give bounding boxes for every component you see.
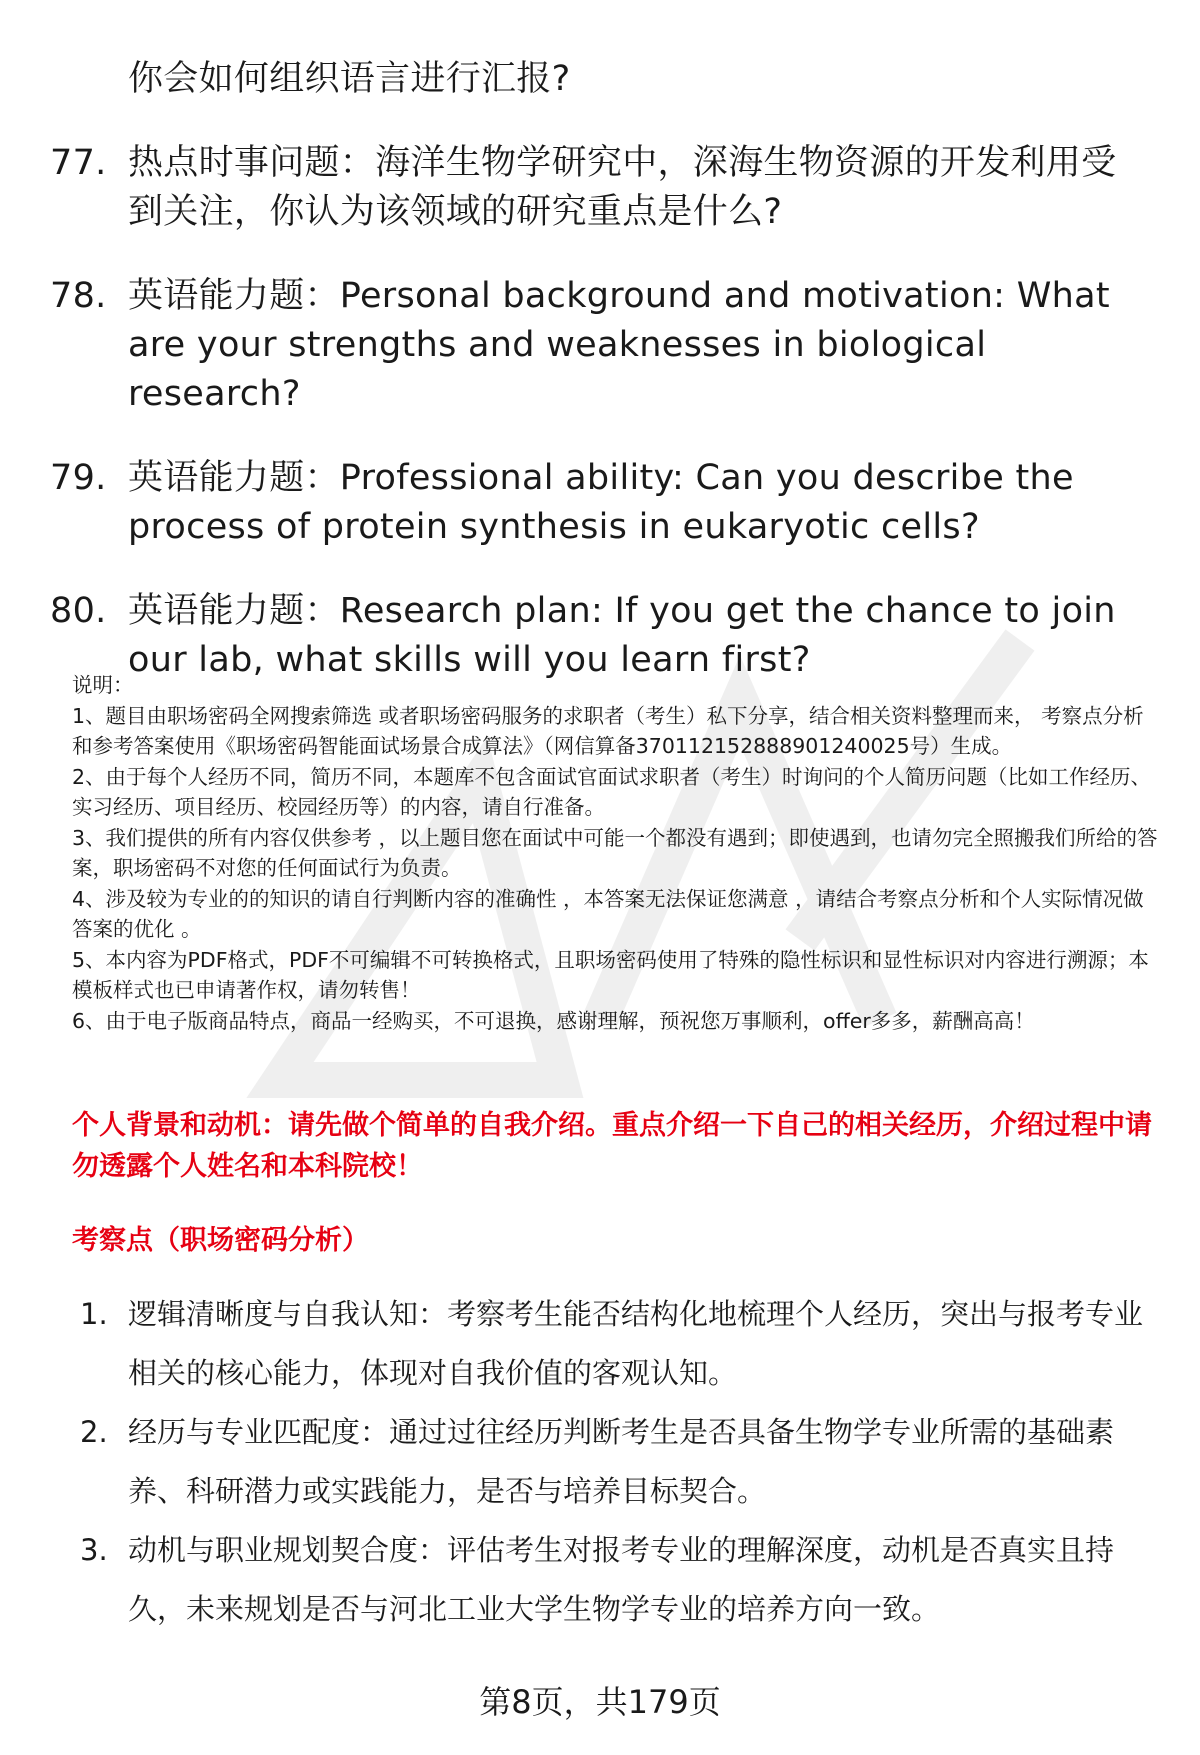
notes-section (72, 670, 1162, 1036)
question-text: 英语能力题：Professional ability: Can you describe the process of protein synthesis in eukaryotic cells? (128, 458, 1074, 547)
note-item: 3、我们提供的所有内容仅供参考 ，以上题目您在面试中可能一个都没有遇到；即使遇到，也请勿完全照搬我们所给的答案，职场密码不对您的任何面试行为负责。 (72, 825, 1158, 880)
point-text: 经历与专业匹配度：通过过往经历判断考生是否具备生物学专业所需的基础素养、科研潜力或实践能力，是否与培养目标契合。 (128, 1415, 1115, 1508)
point-text: 逻辑清晰度与自我认知：考察考生能否结构化地梳理个人经历，突出与报考专业相关的核心能力，体现对自我价值的客观认知。 (128, 1297, 1144, 1390)
notes-title: 说明： (72, 673, 134, 697)
note-item: 6、由于电子版商品特点，商品一经购买，不可退换，感谢理解，预祝您万事顺利，offer多多，薪酬高高！ (72, 1008, 1035, 1033)
point-text: 动机与职业规划契合度：评估考生对报考专业的理解深度，动机是否真实且持久，未来规划是否与河北工业大学生物学专业的培养方向一致。 (128, 1533, 1115, 1626)
note-item: 5、本内容为PDF格式，PDF不可编辑不可转换格式，且职场密码使用了特殊的隐性标识和显性标识对内容进行溯源；本模板样式也已申请著作权，请勿转售！ (72, 947, 1149, 1002)
section-heading: 个人背景和动机：请先做个简单的自我介绍。重点介绍一下自己的相关经历，介绍过程中请勿透露个人姓名和本科院校！ (72, 1110, 1152, 1182)
question-item (50, 454, 1150, 552)
note-item: 2、由于每个人经历不同，简历不同，本题库不包含面试官面试求职者（考生）时询问的个人简历问题（比如工作经历、实习经历、项目经历、校园经历等）的内容，请自行准备。 (72, 764, 1152, 819)
point-number: 3. (80, 1533, 108, 1567)
question-list (50, 55, 1150, 720)
question-item (50, 272, 1150, 419)
analysis-point (80, 1403, 1150, 1521)
question-continuation (50, 55, 1150, 104)
point-number: 1. (80, 1297, 108, 1331)
question-text: 你会如何组织语言进行汇报? (128, 59, 571, 99)
note-item: 1、题目由职场密码全网搜索筛选 或者职场密码服务的求职者（考生）私下分享，结合相关资料整理而来， 考察点分析和参考答案使用《职场密码智能面试场景合成算法》（网信算备370112152888901240025号）生成。 (72, 703, 1144, 758)
point-number: 2. (80, 1415, 108, 1449)
analysis-points (80, 1285, 1150, 1639)
page-number: 第8页，共179页 (479, 1683, 721, 1721)
section-subheading: 考察点（职场密码分析） (72, 1225, 369, 1256)
analysis-point (80, 1521, 1150, 1639)
question-number: 78. (50, 276, 107, 316)
analysis-point (80, 1285, 1150, 1403)
question-item (50, 139, 1150, 237)
question-number: 79. (50, 458, 107, 498)
note-item: 4、涉及较为专业的的知识的请自行判断内容的准确性 ，本答案无法保证您满意 ，请结合考察点分析和个人实际情况做答案的优化 。 (72, 886, 1144, 941)
question-text: 热点时事问题：海洋生物学研究中，深海生物资源的开发利用受到关注，你认为该领域的研究重点是什么? (128, 143, 1117, 232)
question-text: 英语能力题：Research plan: If you get the chance to join our lab, what skills will you learn first? (128, 591, 1116, 680)
question-number: 77. (50, 143, 107, 183)
question-text: 英语能力题：Personal background and motivation: What are your strengths and weaknesses in biological research? (128, 276, 1110, 414)
question-number: 80. (50, 591, 107, 631)
